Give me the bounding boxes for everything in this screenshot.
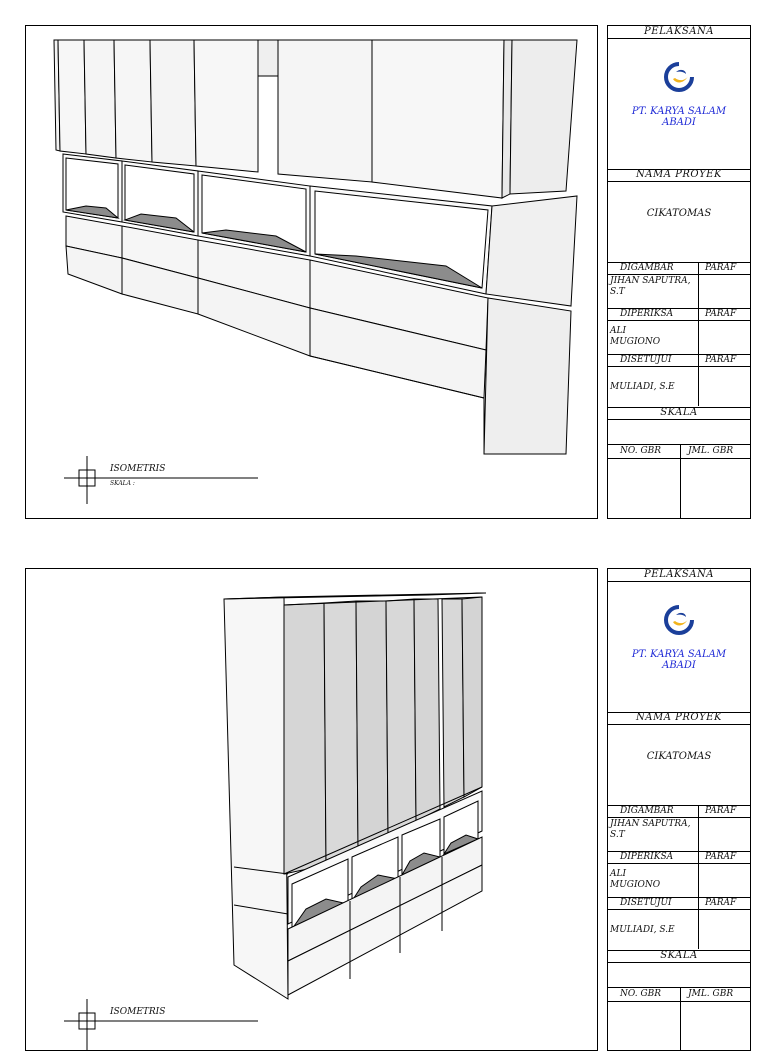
drawing-total-header: JML. GBR [688, 989, 734, 999]
sheet-2 [0, 543, 768, 1043]
drawn-by: JIHAN SAPUTRA, S.T [610, 276, 691, 297]
drawing-no-header: NO. GBR [620, 989, 662, 999]
cabinet-isometric-closeup [26, 26, 597, 518]
contractor-header: PELAKSANA [608, 569, 750, 582]
company-name: PT. KARYA SALAM ABADI [631, 106, 727, 128]
scale-header: SKALA [608, 950, 750, 963]
title-block [607, 25, 751, 519]
initial-header: PARAF [705, 898, 737, 908]
approved-by: MULIADI, S.E [610, 925, 675, 935]
cabinet-isometric-full [26, 569, 597, 1050]
initial-header: PARAF [705, 263, 737, 273]
project-header: NAMA PROYEK [608, 169, 750, 182]
drawn-header: DIGAMBAR [620, 263, 674, 273]
project-header: NAMA PROYEK [608, 712, 750, 725]
approved-by: MULIADI, S.E [610, 382, 675, 392]
drawn-header: DIGAMBAR [620, 806, 674, 816]
drawing-area [25, 25, 598, 519]
company-logo-icon [664, 62, 694, 92]
company-name: PT. KARYA SALAM ABADI [631, 649, 727, 671]
initial-header: PARAF [705, 852, 737, 862]
view-label: ISOMETRIS [110, 1007, 166, 1017]
checked-by: ALI MUGIONO [610, 869, 661, 890]
initial-header: PARAF [705, 309, 737, 319]
sheet-1 [0, 0, 768, 500]
scale-header: SKALA [608, 407, 750, 420]
project-name: CIKATOMAS [646, 751, 712, 762]
drawing-no-header: NO. GBR [620, 446, 662, 456]
checked-header: DIPERIKSA [620, 309, 674, 319]
company-logo-icon [664, 605, 694, 635]
drawing-area [25, 568, 598, 1051]
contractor-header: PELAKSANA [608, 26, 750, 39]
drawing-total-header: JML. GBR [688, 446, 734, 456]
initial-header: PARAF [705, 355, 737, 365]
drawn-by: JIHAN SAPUTRA, S.T [610, 819, 691, 840]
scale-label: SKALA : [110, 480, 135, 487]
view-label: ISOMETRIS [110, 464, 166, 474]
initial-header: PARAF [705, 806, 737, 816]
approved-header: DISETUJUI [620, 355, 672, 365]
checked-header: DIPERIKSA [620, 852, 674, 862]
title-block [607, 568, 751, 1051]
checked-by: ALI MUGIONO [610, 326, 661, 347]
approved-header: DISETUJUI [620, 898, 672, 908]
project-name: CIKATOMAS [646, 208, 712, 219]
